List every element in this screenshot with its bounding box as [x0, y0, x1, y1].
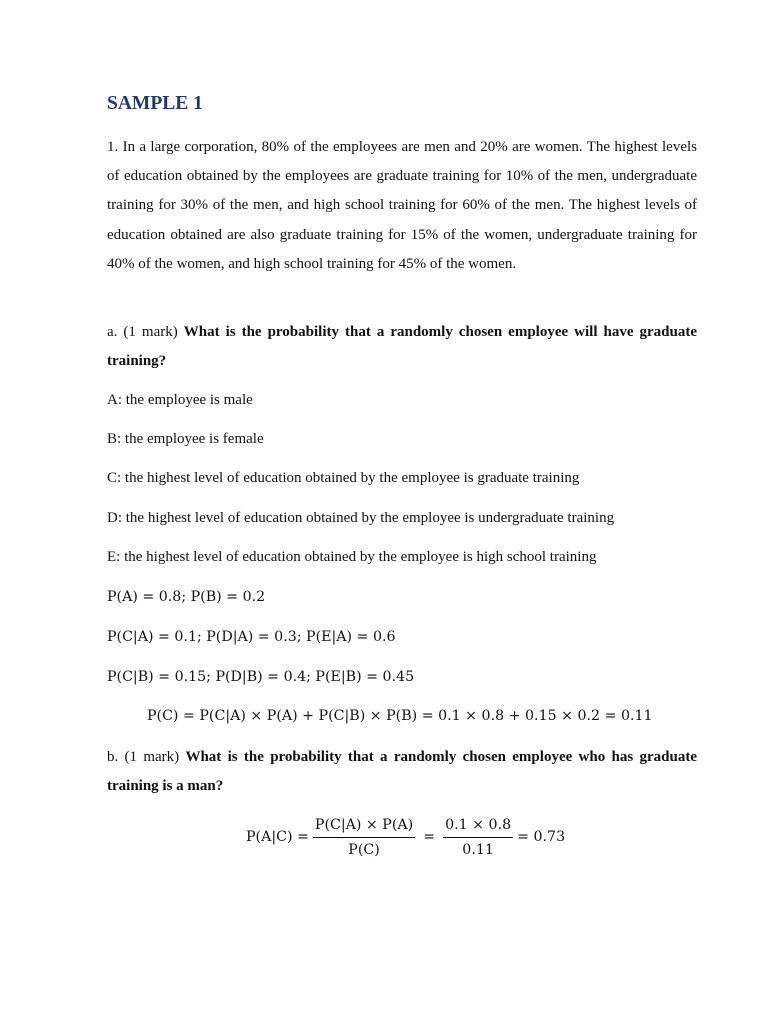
- bayes-result: = 0.73: [517, 829, 566, 845]
- bayes-formula: [246, 811, 565, 863]
- formula-total-probability: P(C) = P(C|A) × P(A) + P(C|B) × P(B) = 0.1 × 0.8 + 0.15 × 0.2 = 0.11: [147, 708, 653, 724]
- formula-line-2: P(C|A) = 0.1; P(D|A) = 0.3; P(E|A) = 0.6: [107, 629, 396, 645]
- bayes-fraction-symbolic-numerator: P(C|A) × P(A): [313, 816, 415, 838]
- question-b: [107, 743, 697, 801]
- bayes-equals: =: [423, 829, 436, 845]
- event-e-definition: E: the highest level of education obtained by the employee is high school training: [107, 549, 597, 565]
- question-a-prefix: a. (1 mark): [107, 324, 184, 340]
- event-b-definition: B: the employee is female: [107, 431, 264, 447]
- question-b-prefix: b. (1 mark): [107, 749, 186, 765]
- question-a: [107, 318, 697, 376]
- event-c-definition: C: the highest level of education obtained by the employee is graduate training: [107, 470, 580, 486]
- bayes-fraction-symbolic-denominator: P(C): [348, 841, 380, 858]
- bayes-fraction-symbolic: [313, 816, 415, 859]
- bayes-fraction-numeric-denominator: 0.11: [462, 841, 494, 858]
- event-a-definition: A: the employee is male: [107, 392, 253, 408]
- page-title: SAMPLE 1: [107, 93, 203, 114]
- question-b-text: What is the probability that a randomly chosen employee who has graduate training is a man?: [107, 749, 697, 795]
- bayes-fraction-numeric: [443, 816, 513, 859]
- bayes-lhs: P(A|C) =: [246, 829, 309, 845]
- formula-line-3: P(C|B) = 0.15; P(D|B) = 0.4; P(E|B) = 0.45: [107, 669, 415, 685]
- problem-statement: 1. In a large corporation, 80% of the employees are men and 20% are women. The highest levels of education obtained by the employees are graduate training for 10% of the men, undergraduate training for 30% of the men, and high school training for 60% of the men. The highest levels of education obtained are also graduate training for 15% of the women, undergraduate training for 40% of the women, and high school training for 45% of the women.: [107, 139, 697, 272]
- question-a-text: What is the probability that a randomly chosen employee will have graduate training?: [107, 324, 698, 370]
- formula-line-1: P(A) = 0.8; P(B) = 0.2: [107, 589, 266, 605]
- event-d-definition: D: the highest level of education obtained by the employee is undergraduate training: [107, 510, 615, 526]
- bayes-fraction-numeric-numerator: 0.1 × 0.8: [443, 816, 513, 838]
